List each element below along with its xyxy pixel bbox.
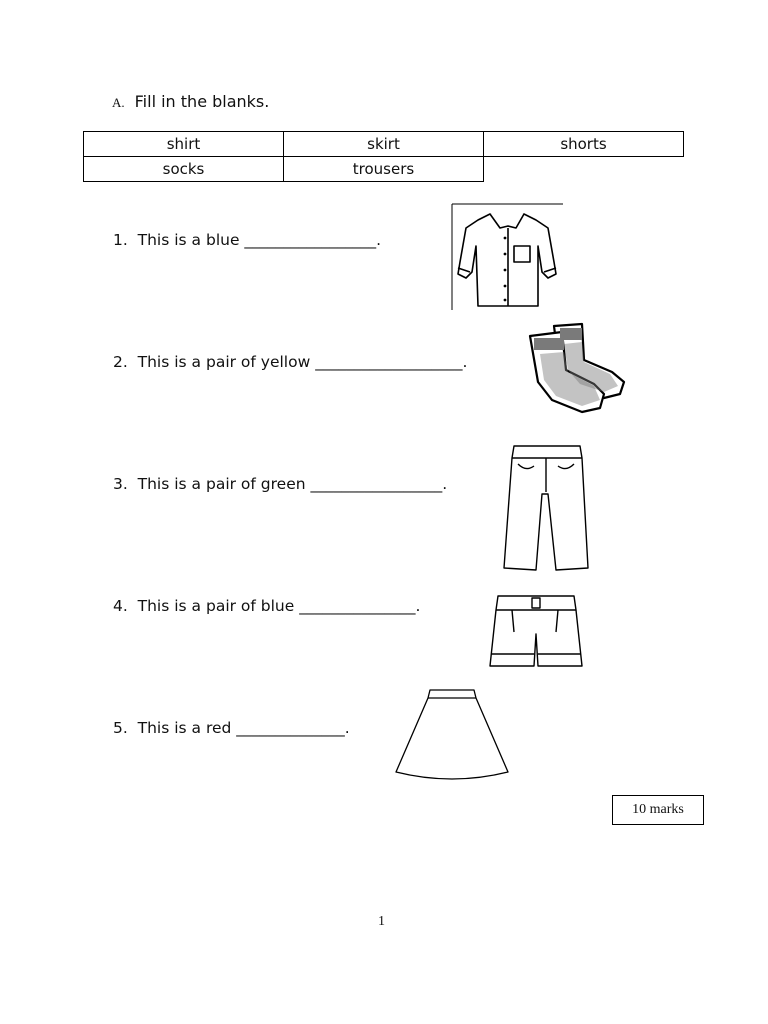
question-2: 2. This is a pair of yellow ___________________. — [113, 353, 468, 371]
word-bank-table — [83, 131, 684, 182]
marks-box: 10 marks — [612, 795, 704, 825]
word-bank-cell: shorts — [484, 132, 684, 157]
question-3: 3. This is a pair of green _________________. — [113, 475, 448, 493]
section-heading — [112, 92, 269, 111]
section-letter: A. — [112, 95, 125, 110]
question-4: 4. This is a pair of blue _______________. — [113, 597, 421, 615]
skirt-image — [394, 686, 510, 786]
shirt-image — [450, 202, 565, 312]
socks-image — [524, 320, 639, 420]
word-bank-cell: skirt — [284, 132, 484, 157]
question-1: 1. This is a blue _________________. — [113, 231, 382, 249]
word-bank-row — [84, 157, 684, 182]
word-bank-cell: trousers — [284, 157, 484, 182]
word-bank-empty-cell — [484, 157, 684, 182]
section-title: Fill in the blanks. — [134, 92, 270, 111]
word-bank-cell: shirt — [84, 132, 284, 157]
word-bank-row — [84, 132, 684, 157]
trousers-image — [496, 440, 594, 575]
question-5: 5. This is a red ______________. — [113, 719, 350, 737]
word-bank-cell: socks — [84, 157, 284, 182]
page-number: 1 — [378, 914, 385, 929]
shorts-image — [488, 592, 584, 672]
